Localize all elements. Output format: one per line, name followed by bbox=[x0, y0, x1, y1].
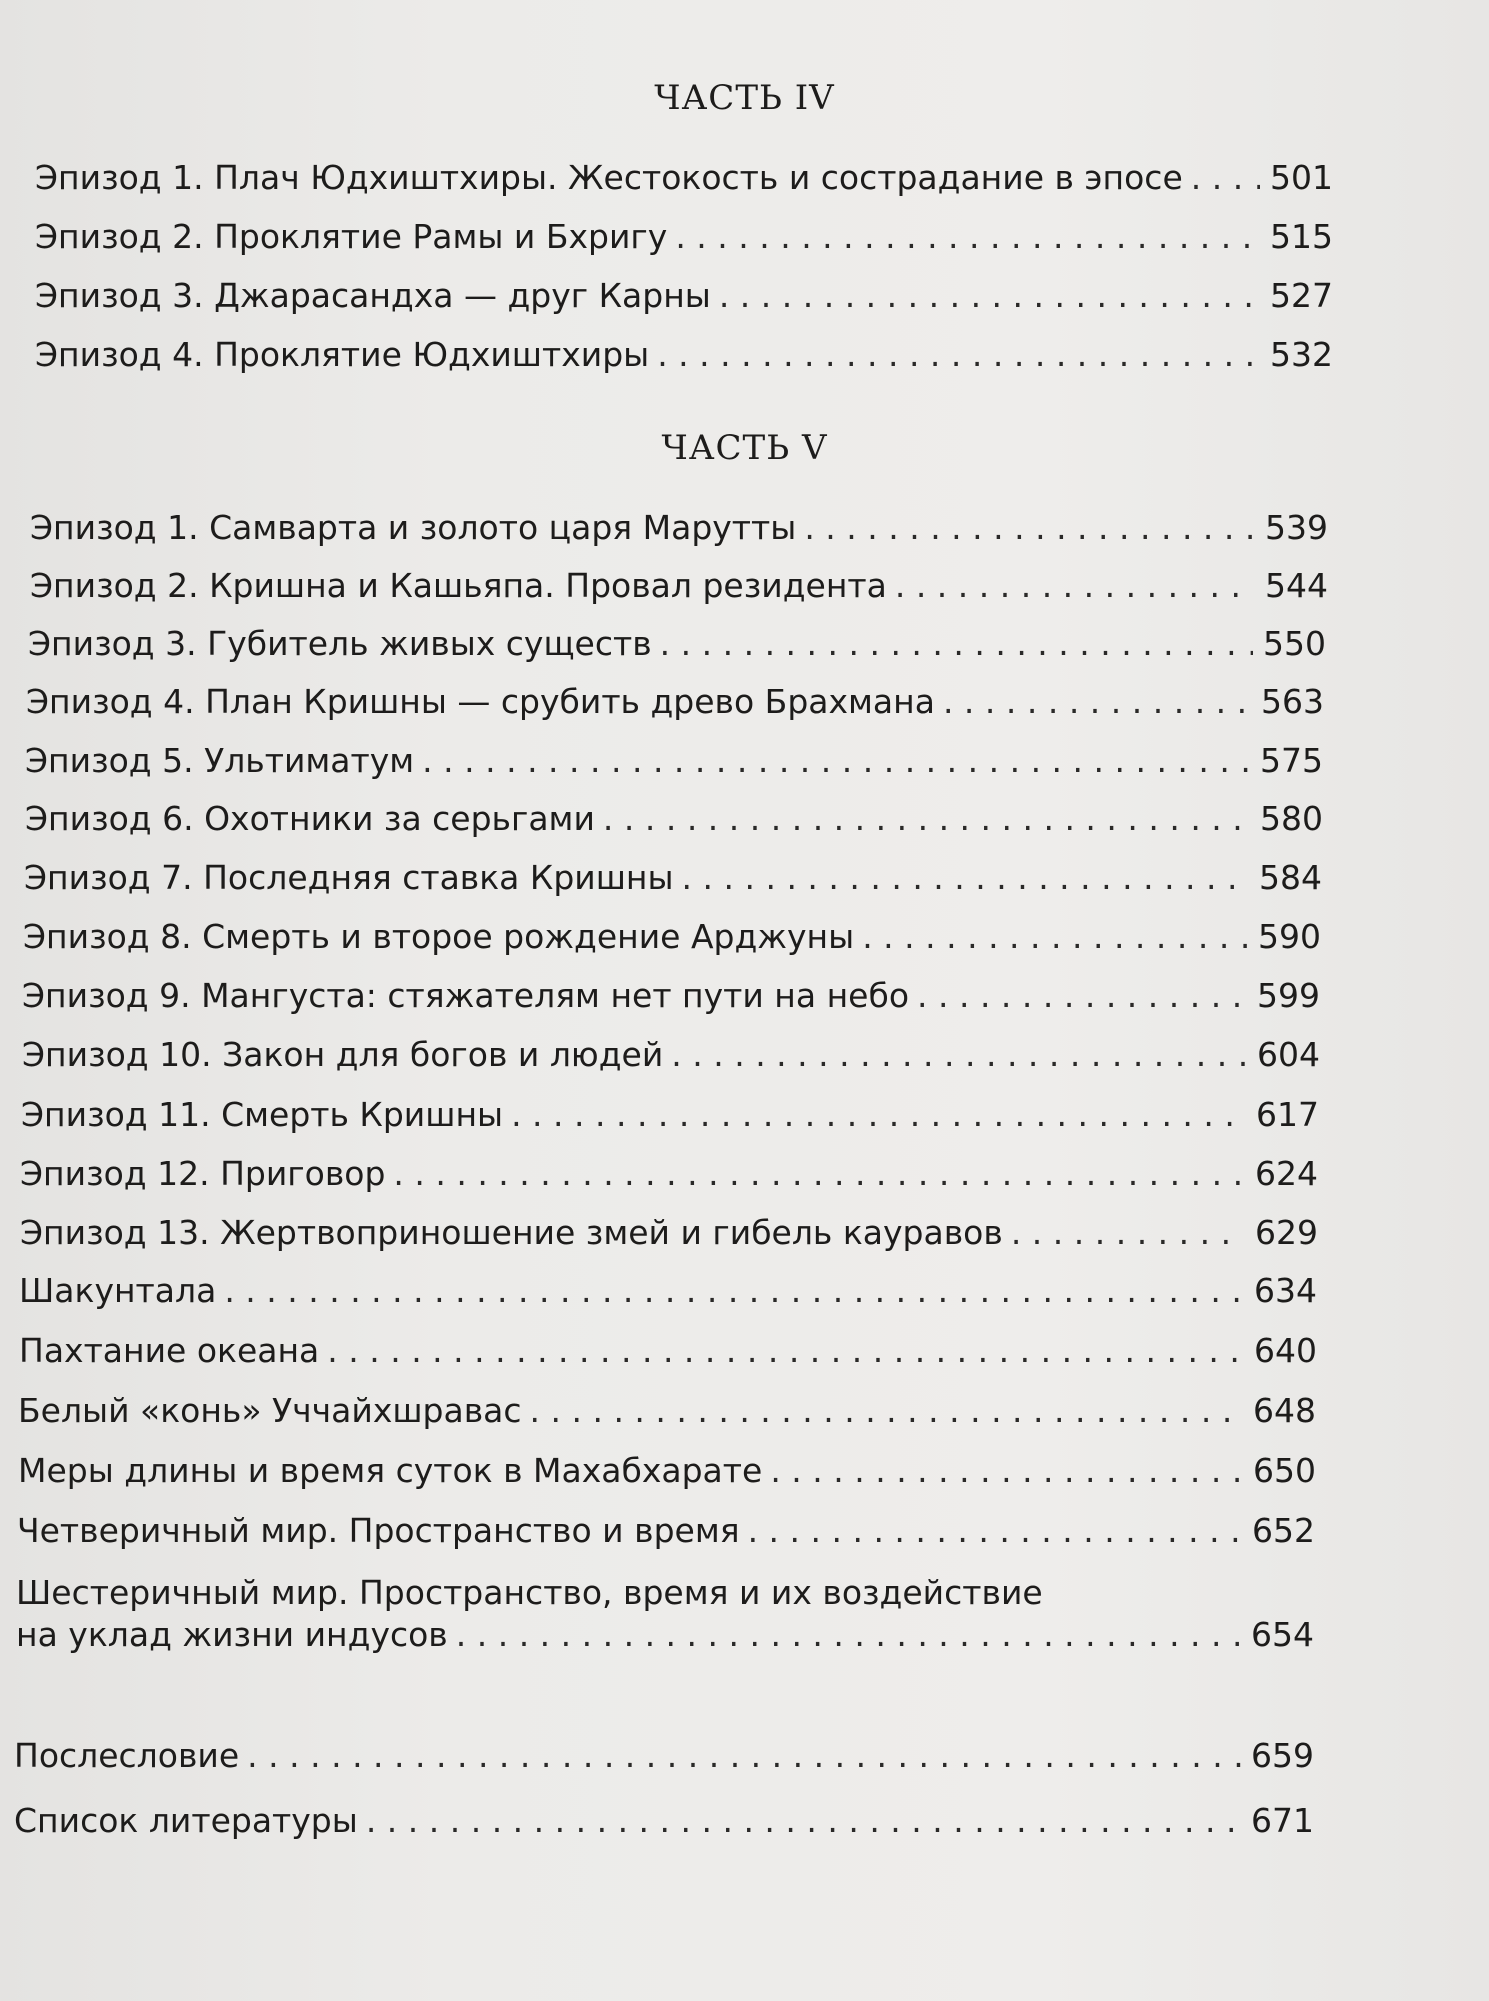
toc-entry-line-2 bbox=[16, 1614, 1314, 1656]
dot-leader bbox=[917, 975, 1247, 1017]
toc-entry-page: 539 bbox=[1265, 508, 1328, 547]
part-5-heading: ЧАСТЬ V bbox=[661, 428, 828, 468]
toc-entry-page: 650 bbox=[1253, 1451, 1316, 1490]
toc-entry-page: 604 bbox=[1257, 1035, 1320, 1074]
toc-entry-title: Эпизод 12. Приговор bbox=[20, 1154, 386, 1193]
dot-leader bbox=[456, 1614, 1241, 1656]
dot-leader bbox=[327, 1330, 1244, 1372]
toc-entry-page: 580 bbox=[1260, 799, 1323, 838]
dot-leader bbox=[862, 916, 1248, 958]
toc-entry bbox=[20, 1212, 1318, 1254]
toc-entry-page: 671 bbox=[1251, 1801, 1314, 1840]
toc-entry bbox=[35, 216, 1333, 258]
toc-entry-page: 575 bbox=[1260, 741, 1323, 780]
toc-entry bbox=[18, 1390, 1316, 1432]
dot-leader bbox=[393, 1153, 1245, 1195]
toc-entry-title: Четверичный мир. Пространство и время bbox=[17, 1511, 740, 1550]
toc-entry-title: Эпизод 8. Смерть и второе рождение Арджуны bbox=[23, 917, 855, 956]
toc-entry bbox=[30, 565, 1328, 607]
toc-entry-page: 515 bbox=[1270, 217, 1333, 256]
dot-leader bbox=[660, 623, 1253, 665]
toc-entry bbox=[26, 681, 1324, 723]
toc-entry-title: Эпизод 2. Проклятие Рамы и Бхригу bbox=[35, 217, 668, 256]
toc-entry bbox=[25, 798, 1323, 840]
dot-leader bbox=[603, 798, 1250, 840]
toc-entry-title: Меры длины и время суток в Махабхарате bbox=[18, 1451, 763, 1490]
toc-entry-multiline bbox=[16, 1572, 1314, 1656]
toc-entry-page: 624 bbox=[1255, 1154, 1318, 1193]
dot-leader bbox=[719, 275, 1260, 317]
toc-entry-page: 654 bbox=[1251, 1615, 1314, 1654]
dot-leader bbox=[943, 681, 1251, 723]
dot-leader bbox=[770, 1450, 1243, 1492]
dot-leader bbox=[748, 1510, 1242, 1552]
toc-entry-title: Эпизод 2. Кришна и Кашьяпа. Провал резидента bbox=[30, 566, 887, 605]
dot-leader bbox=[804, 507, 1255, 549]
toc-entry bbox=[22, 975, 1320, 1017]
toc-entry-page: 563 bbox=[1261, 682, 1324, 721]
toc-entry-title: Шакунтала bbox=[19, 1271, 217, 1310]
dot-leader bbox=[1011, 1212, 1245, 1254]
toc-entry bbox=[14, 1735, 1314, 1777]
toc-entry-title: Эпизод 11. Смерть Кришны bbox=[21, 1095, 504, 1134]
toc-entry bbox=[23, 916, 1321, 958]
toc-entry-title: Эпизод 6. Охотники за серьгами bbox=[25, 799, 595, 838]
dot-leader bbox=[671, 1034, 1247, 1076]
toc-entry bbox=[14, 1800, 1314, 1842]
toc-entry-page: 527 bbox=[1270, 276, 1333, 315]
toc-entry-page: 584 bbox=[1259, 858, 1322, 897]
dot-leader bbox=[422, 740, 1250, 782]
toc-entry-title: Эпизод 13. Жертвоприношение змей и гибель кауравов bbox=[20, 1213, 1003, 1252]
dot-leader bbox=[224, 1270, 1244, 1312]
toc-entry-page: 501 bbox=[1270, 158, 1333, 197]
dot-leader bbox=[895, 565, 1255, 607]
toc-entry-title: Эпизод 3. Губитель живых существ bbox=[28, 624, 652, 663]
toc-entry bbox=[28, 623, 1326, 665]
toc-entry-title: Эпизод 9. Мангуста: стяжателям нет пути на небо bbox=[22, 976, 910, 1015]
dot-leader bbox=[1191, 157, 1260, 199]
toc-entry-title: Эпизод 1. Самварта и золото царя Марутты bbox=[30, 508, 797, 547]
toc-entry-page: 550 bbox=[1263, 624, 1326, 663]
toc-entry bbox=[18, 1450, 1316, 1492]
toc-entry bbox=[19, 1330, 1317, 1372]
dot-leader bbox=[675, 216, 1260, 258]
dot-leader bbox=[657, 334, 1260, 376]
toc-entry-page: 659 bbox=[1251, 1736, 1314, 1775]
toc-entry-page: 617 bbox=[1256, 1095, 1319, 1134]
toc-entry-title: Эпизод 7. Последняя ставка Кришны bbox=[24, 858, 674, 897]
toc-entry bbox=[17, 1510, 1315, 1552]
toc-entry-title: Эпизод 5. Ультиматум bbox=[25, 741, 415, 780]
toc-entry-title: Эпизод 1. Плач Юдхиштхиры. Жестокость и сострадание в эпосе bbox=[35, 158, 1183, 197]
toc-entry bbox=[20, 1153, 1318, 1195]
toc-entry-page: 640 bbox=[1254, 1331, 1317, 1370]
toc-entry bbox=[35, 334, 1333, 376]
toc-entry-title: Послесловие bbox=[14, 1736, 240, 1775]
toc-entry-title-line-1: Шестеричный мир. Пространство, время и их воздействие bbox=[16, 1573, 1043, 1612]
toc-entry-page: 544 bbox=[1265, 566, 1328, 605]
toc-entry-title: Пахтание океана bbox=[19, 1331, 320, 1370]
toc-entry-page: 652 bbox=[1252, 1511, 1315, 1550]
toc-entry-page: 629 bbox=[1255, 1213, 1318, 1252]
toc-entry-title: Список литературы bbox=[14, 1801, 358, 1840]
toc-entry-page: 648 bbox=[1253, 1391, 1316, 1430]
toc-entry bbox=[30, 507, 1328, 549]
dot-leader bbox=[530, 1390, 1243, 1432]
dot-leader bbox=[511, 1094, 1246, 1136]
dot-leader bbox=[366, 1800, 1241, 1842]
toc-entry-page: 532 bbox=[1270, 335, 1333, 374]
dot-leader bbox=[247, 1735, 1241, 1777]
toc-entry bbox=[19, 1270, 1317, 1312]
toc-entry-page: 590 bbox=[1258, 917, 1321, 956]
toc-entry bbox=[21, 1094, 1319, 1136]
toc-entry-page: 634 bbox=[1254, 1271, 1317, 1310]
toc-entry-title: Эпизод 3. Джарасандха — друг Карны bbox=[35, 276, 711, 315]
toc-entry bbox=[22, 1034, 1320, 1076]
part-4-heading: ЧАСТЬ IV bbox=[654, 78, 835, 118]
toc-entry-title: Эпизод 10. Закон для богов и людей bbox=[22, 1035, 664, 1074]
toc-entry-title: Белый «конь» Уччайхшравас bbox=[18, 1391, 522, 1430]
dot-leader bbox=[682, 857, 1249, 899]
toc-entry bbox=[25, 740, 1323, 782]
toc-entry-title: Эпизод 4. План Кришны — срубить древо Брахмана bbox=[26, 682, 935, 721]
toc-entry bbox=[35, 157, 1333, 199]
toc-entry-title-line-2: на уклад жизни индусов bbox=[16, 1615, 448, 1654]
toc-entry-title: Эпизод 4. Проклятие Юдхиштхиры bbox=[35, 335, 650, 374]
toc-entry bbox=[24, 857, 1322, 899]
toc-entry bbox=[35, 275, 1333, 317]
toc-entry-page: 599 bbox=[1257, 976, 1320, 1015]
